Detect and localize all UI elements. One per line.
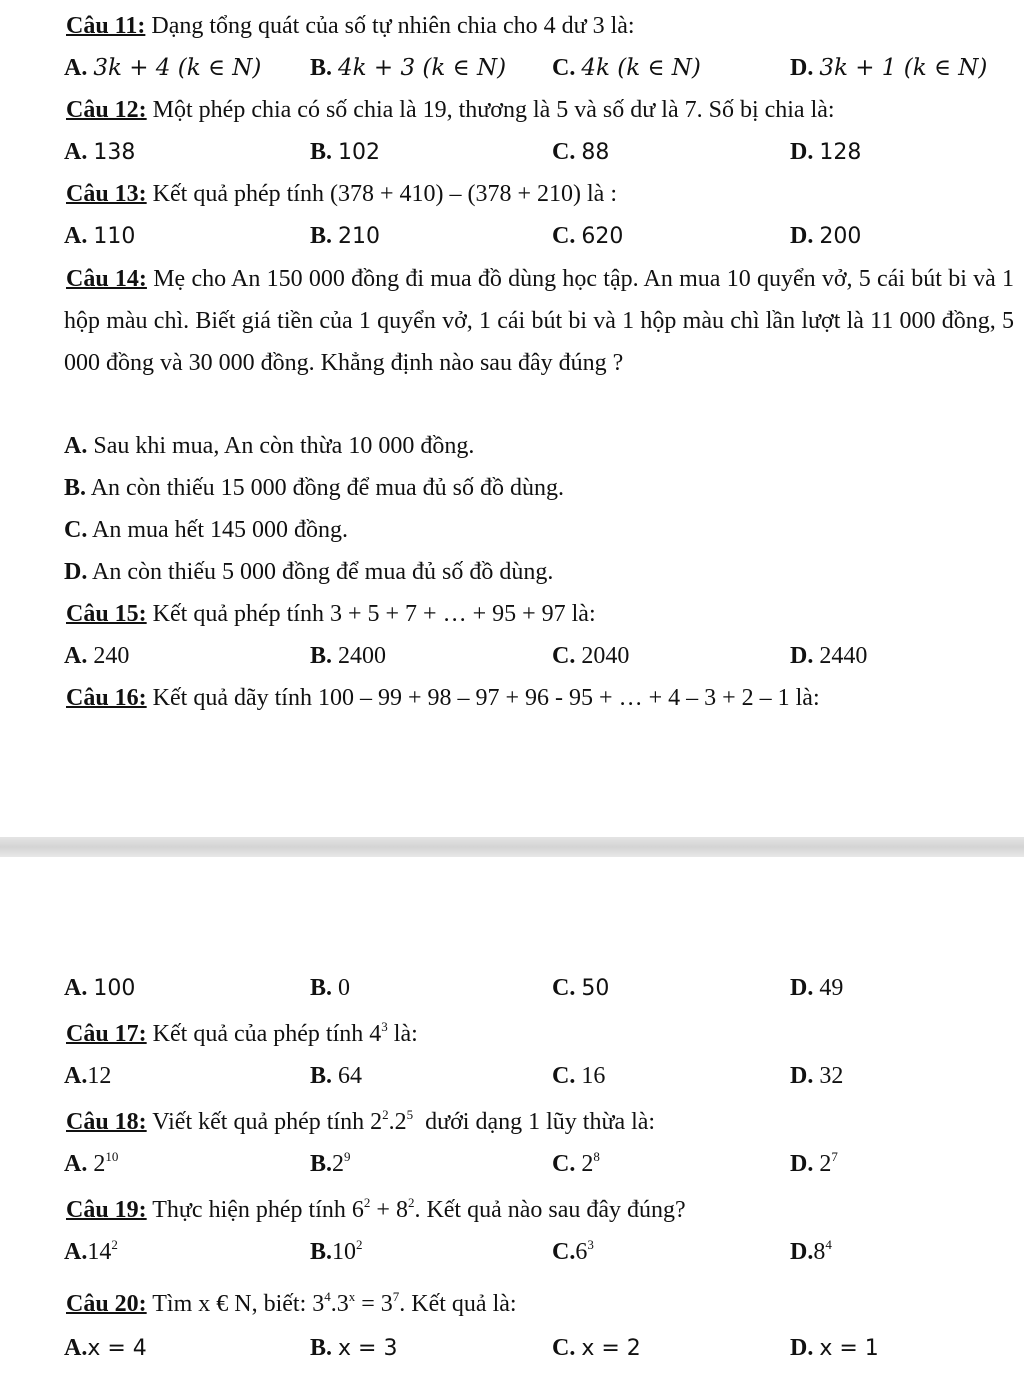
question-19: Câu 19: Thực hiện phép tính $6^2 + 8^2$. Kết quả nào sau đây đúng?	[66, 1195, 686, 1223]
option-a: A. Sau khi mua, An còn thừa 10 000 đồng.	[64, 433, 475, 459]
option-b: B. 102	[310, 139, 381, 165]
question-text: Tìm x € N, biết:	[152, 1291, 307, 1317]
question-text: Dạng tổng quát của số tự nhiên chia cho 4 dư 3 là:	[151, 13, 635, 39]
question-15	[0, 594, 1024, 634]
question-label: Câu 19:	[66, 1197, 147, 1223]
option-a: A. $2^{10}$	[64, 1149, 119, 1177]
question-text: Kết quả dãy tính 100 – 99 + 98 – 97 + 96 - 95 + … + 4 – 3 + 2 – 1 là:	[152, 685, 820, 711]
question-label: Câu 20:	[66, 1291, 147, 1317]
question-label: Câu 11:	[66, 13, 146, 39]
question-12	[0, 90, 1024, 130]
power-expression: $4^3$	[369, 1019, 388, 1047]
option-d: D. 3k + 1 (k ∈ N)	[790, 55, 988, 81]
option-d: D. x = 1	[790, 1335, 879, 1361]
option-a: A. 240	[64, 643, 130, 669]
option-c: C. 50	[552, 975, 610, 1001]
option-a: A. 100	[64, 975, 136, 1001]
option-a: A.12	[64, 1063, 112, 1089]
option-c: C. x = 2	[552, 1335, 641, 1361]
option-b: $B.2^9$	[310, 1149, 351, 1177]
power-expression: $6^2 + 8^2$	[351, 1195, 415, 1223]
question-13	[0, 174, 1024, 214]
option-d: D. 200	[790, 223, 862, 249]
option-c: C. 4k (k ∈ N)	[552, 55, 701, 81]
option-b: B. 0	[310, 975, 351, 1001]
option-d: D. 32	[790, 1063, 844, 1089]
option-d: D. 128	[790, 139, 862, 165]
question-text: Kết quả phép tính (378 + 410) – (378 + 210) là :	[152, 181, 617, 207]
question-17: Câu 17: Kết quả của phép tính $4^3$ là:	[66, 1019, 418, 1047]
question-20: Câu 20: Tìm x € N, biết: $3^4.3^x = 3^7$. Kết quả là:	[66, 1289, 517, 1317]
option-d: D. An còn thiếu 5 000 đồng để mua đủ số đồ dùng.	[64, 559, 554, 585]
question-18: Câu 18: Viết kết quả phép tính $2^2.2^5$ dưới dạng 1 lũy thừa là:	[66, 1107, 656, 1135]
power-expression: $3^4.3^x = 3^7$	[312, 1289, 400, 1317]
question-label: Câu 16:	[66, 685, 147, 711]
option-d: D. $2^7$	[790, 1149, 838, 1177]
question-11	[0, 6, 1024, 46]
option-c: C. 620	[552, 223, 624, 249]
question-text: Viết kết quả phép tính	[152, 1109, 365, 1135]
option-b: B. 210	[310, 223, 381, 249]
question-label: Câu 13:	[66, 181, 147, 207]
question-16	[0, 678, 1024, 718]
question-label: Câu 15:	[66, 601, 147, 627]
option-b: B. An còn thiếu 15 000 đồng để mua đủ số đồ dùng.	[64, 475, 564, 501]
option-a: A. 138	[64, 139, 136, 165]
option-a: A. 110	[64, 223, 136, 249]
option-d: $D.8^4$	[790, 1237, 832, 1265]
option-c: C. 2040	[552, 643, 630, 669]
option-a: A.x = 4	[64, 1335, 147, 1361]
option-b: B. 2400	[310, 643, 387, 669]
option-d: D. 49	[790, 975, 844, 1001]
option-c: C. $2^8$	[552, 1149, 600, 1177]
option-c: C. 88	[552, 139, 610, 165]
option-c: C. 16	[552, 1063, 606, 1089]
question-label: Câu 18:	[66, 1109, 147, 1135]
question-text: Thực hiện phép tính	[152, 1197, 346, 1223]
option-c: $C.6^3$	[552, 1237, 594, 1265]
question-14	[64, 258, 1014, 384]
question-label: Câu 12:	[66, 97, 147, 123]
question-text: Kết quả phép tính 3 + 5 + 7 + … + 95 + 97 là:	[152, 601, 596, 627]
page-divider	[0, 837, 1024, 857]
option-c: C. An mua hết 145 000 đồng.	[64, 517, 349, 543]
question-text: Mẹ cho An 150 000 đồng đi mua đồ dùng học tập. An mua 10 quyển vở, 5 cái bút bi và 1 hộp màu chì. Biết giá tiền của 1 quyển vở, 1 cái bút bi và 1 hộp màu chì lần lượt là 11 000 đồng, 5 000 đồng và 30 000 đồng. Khẳng định nào sau đây đúng ?	[64, 266, 1015, 376]
option-a: $A.14^2$	[64, 1237, 118, 1265]
power-expression: $2^2.2^5$	[370, 1107, 414, 1135]
question-text: Kết quả của phép tính	[152, 1021, 364, 1047]
option-b: B. 64	[310, 1063, 363, 1089]
question-text: Một phép chia có số chia là 19, thương là 5 và số dư là 7. Số bị chia là:	[152, 97, 835, 123]
option-b: B. x = 3	[310, 1335, 398, 1361]
option-d: D. 2440	[790, 643, 868, 669]
question-label: Câu 17:	[66, 1021, 147, 1047]
option-b: $B.10^2$	[310, 1237, 363, 1265]
question-label: Câu 14:	[66, 266, 147, 292]
option-b: B. 4k + 3 (k ∈ N)	[310, 55, 507, 81]
option-a: A. 3k + 4 (k ∈ N)	[64, 55, 262, 81]
